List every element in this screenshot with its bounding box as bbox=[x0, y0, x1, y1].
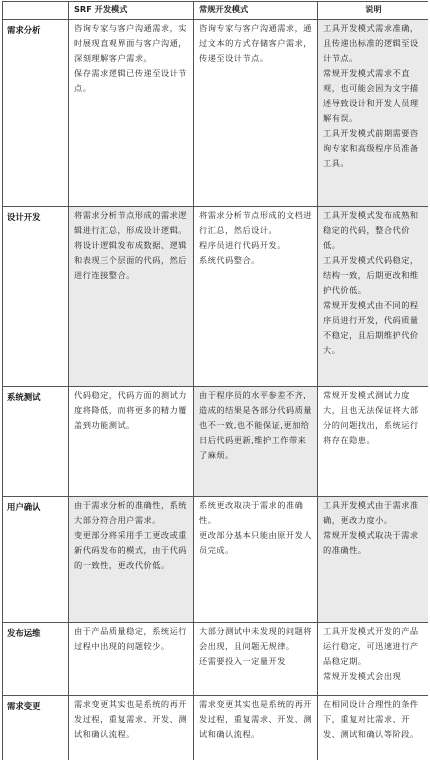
table-row bbox=[3, 20, 429, 207]
srf-cell bbox=[69, 696, 194, 761]
note-cell bbox=[318, 387, 429, 497]
cell-paragraph: 常规开发模式需求不直观，也可能会因为文字描述导致设计和开发人员理解有误。 bbox=[323, 68, 419, 123]
row-category: 需求分析 bbox=[3, 20, 69, 207]
cell-paragraph: 常规开发模式会出现 bbox=[323, 671, 402, 681]
conventional-cell bbox=[194, 20, 318, 207]
table-row bbox=[3, 387, 429, 497]
table-row bbox=[3, 696, 429, 761]
cell-paragraph: 系统代码整合。 bbox=[199, 255, 260, 265]
conventional-cell bbox=[194, 387, 318, 497]
note-cell bbox=[318, 696, 429, 761]
table-row bbox=[3, 497, 429, 623]
row-category: 用户确认 bbox=[3, 497, 69, 623]
cell-paragraph: 常规开发模式由不同的程序员进行开发，代码质量不稳定，且后期维护代价大。 bbox=[323, 300, 419, 355]
row-category: 系统测试 bbox=[3, 387, 69, 497]
cell-paragraph: 需求变更其实也是系统的再开发过程，重复需求、开发、测试和确认流程。 bbox=[199, 699, 312, 739]
conventional-cell bbox=[194, 497, 318, 623]
cell-paragraph: 变更部分将采用手工更改或重新代码发布的模式，由于代码的一致性，更改代价低。 bbox=[74, 530, 187, 570]
note-cell bbox=[318, 20, 429, 207]
cell-paragraph: 工具开发模式由于需求准确，更改力度小。 bbox=[323, 500, 419, 525]
srf-cell bbox=[69, 20, 194, 207]
cell-paragraph: 咨询专家与客户沟通需求，实时展现直观界面与客户沟通，深刻理解客户需求。 bbox=[74, 23, 187, 63]
cell-paragraph: 常规开发模式取决于需求的准确性。 bbox=[323, 530, 419, 555]
cell-paragraph: 将需求分析节点形成的文档进行汇总，然后设计。 bbox=[199, 210, 312, 235]
cell-paragraph: 咨询专家与客户沟通需求，通过文本的方式存储客户需求，传递至设计节点。 bbox=[199, 23, 312, 63]
conventional-cell bbox=[194, 696, 318, 761]
cell-paragraph: 工具开发模式前期需要咨询专家和高级程序员准备工具。 bbox=[323, 128, 419, 168]
header-category bbox=[3, 2, 69, 20]
cell-paragraph: 由于程序员的水平参差不齐,造成的结果是各部分代码质量也不一致,也不能保证,更加给日后代码更新,维护工作带来了麻烦。 bbox=[199, 390, 312, 460]
comparison-table bbox=[2, 1, 428, 760]
srf-cell bbox=[69, 387, 194, 497]
row-category: 需求变更 bbox=[3, 696, 69, 761]
note-cell bbox=[318, 207, 429, 387]
table-row bbox=[3, 623, 429, 696]
table-row bbox=[3, 207, 429, 387]
srf-cell bbox=[69, 497, 194, 623]
srf-cell bbox=[69, 207, 194, 387]
cell-paragraph: 需求变更其实也是系统的再开发过程，重复需求、开发、测试和确认流程。 bbox=[74, 699, 187, 739]
cell-paragraph: 常规开发模式测试力度大，且也无法保证将大部分的问题找出，系统运行将存在隐患。 bbox=[323, 390, 419, 445]
cell-paragraph: 将设计逻辑发布成数据、逻辑和表现三个层面的代码，然后进行连接整合。 bbox=[74, 240, 187, 280]
header-row bbox=[3, 2, 429, 20]
cell-paragraph: 保存需求逻辑已传递至设计节点。 bbox=[74, 68, 187, 93]
cell-paragraph: 由于需求分析的准确性，系统大部分符合用户需求。 bbox=[74, 500, 187, 525]
cell-paragraph: 工具开发模式代码稳定，结构一致，后期更改和维护代价低。 bbox=[323, 255, 419, 295]
cell-paragraph: 在相同设计合理性的条件下，重复对比需求、开发、测试和确认等阶段。 bbox=[323, 699, 419, 739]
conventional-cell bbox=[194, 623, 318, 696]
cell-paragraph: 代码稳定，代码方面的测试力度将降低，而将更多的精力覆盖到功能测试。 bbox=[74, 390, 187, 430]
header-description: 说明 bbox=[318, 2, 429, 20]
cell-paragraph: 工具开发模式发布成熟和稳定的代码，整合代价低。 bbox=[323, 210, 419, 250]
row-category: 设计开发 bbox=[3, 207, 69, 387]
conventional-cell bbox=[194, 207, 318, 387]
document-page bbox=[2, 1, 428, 760]
cell-paragraph: 工具开发模式需求准确，且传递出标准的逻辑至设计节点。 bbox=[323, 23, 419, 63]
cell-paragraph: 更改部分基本只能由原开发人员完成。 bbox=[199, 530, 312, 555]
cell-paragraph: 大部分测试中未发现的问题将会出现，且问题无规律。 bbox=[199, 626, 312, 651]
cell-paragraph: 还需要投入一定量开发 bbox=[199, 656, 286, 666]
header-conventional-mode: 常规开发模式 bbox=[194, 2, 318, 20]
cell-paragraph: 程序员进行代码开发。 bbox=[199, 240, 286, 250]
srf-cell bbox=[69, 623, 194, 696]
note-cell bbox=[318, 623, 429, 696]
cell-paragraph: 由于产品质量稳定，系统运行过程中出现的问题较少。 bbox=[74, 626, 187, 651]
row-category: 发布运维 bbox=[3, 623, 69, 696]
note-cell bbox=[318, 497, 429, 623]
cell-paragraph: 工具开发模式开发的产品运行稳定，可迅速进行产品稳定期。 bbox=[323, 626, 419, 666]
header-srf-mode: SRF 开发模式 bbox=[69, 2, 194, 20]
cell-paragraph: 系统更改取决于需求的准确性。 bbox=[199, 500, 304, 525]
cell-paragraph: 将需求分析节点形成的需求逻辑进行汇总，形成设计逻辑。 bbox=[74, 210, 187, 235]
